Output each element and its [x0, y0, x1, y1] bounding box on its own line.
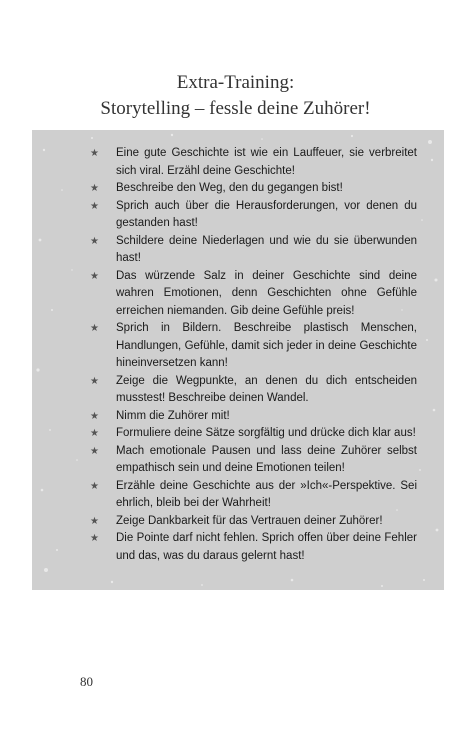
list-item-text: Sprich auch über die Herausforderungen, vor denen du gestanden hast! [116, 199, 417, 229]
star-icon: ★ [90, 183, 99, 194]
star-icon: ★ [90, 200, 99, 212]
list-item [82, 530, 417, 565]
list-item [82, 198, 417, 233]
star-icon: ★ [90, 515, 99, 527]
list-item-text: Mach emotionale Pausen und lass deine Zuhörer selbst empathisch sein und deine Emotionen teilen! [116, 444, 417, 474]
star-icon: ★ [90, 428, 99, 439]
list-item [82, 145, 417, 180]
star-icon: ★ [90, 410, 99, 422]
list-item-text: Zeige die Wegpunkte, an denen du dich entscheiden musstest! Beschreibe deinen Wandel. [116, 374, 417, 404]
tips-list [82, 145, 417, 565]
list-item-text: Sprich in Bildern. Beschreibe plastisch Menschen, Handlungen, Gefühle, damit sich jeder in deine Geschichte hineinversetzen kann! [116, 322, 417, 369]
star-icon: ★ [90, 445, 99, 457]
list-item [82, 513, 417, 531]
list-item-text: Erzähle deine Geschichte aus der »Ich«-Perspektive. Sei ehrlich, bleib bei der Wahrheit! [116, 479, 417, 509]
list-item [82, 373, 417, 408]
star-icon: ★ [90, 375, 99, 387]
star-icon: ★ [90, 533, 99, 544]
list-item [82, 180, 417, 198]
list-item [82, 478, 417, 513]
star-icon: ★ [90, 235, 99, 247]
list-item-text: Eine gute Geschichte ist wie ein Lauffeuer, sie verbreitet sich viral. Erzähl deine Geschichte! [116, 147, 417, 177]
list-item [82, 320, 417, 373]
list-item-text: Formuliere deine Sätze sorgfältig und drücke dich klar aus! [116, 427, 416, 439]
list-item-text: Zeige Dankbarkeit für das Vertrauen deiner Zuhörer! [116, 514, 383, 527]
page-title [0, 70, 471, 122]
list-item-text: Beschreibe den Weg, den du gegangen bist! [116, 182, 343, 194]
list-item-text: Das würzende Salz in deiner Geschichte sind deine wahren Emotionen, denn Geschichten ohne Gefühle erreichen niemanden. Gib deine Gefühle preis! [116, 269, 417, 317]
list-item [82, 233, 417, 268]
list-item-text: Die Pointe darf nicht fehlen. Sprich offen über deine Fehler und das, was du daraus gelernt hast! [116, 532, 417, 562]
star-icon: ★ [90, 148, 99, 159]
page-number: 80 [80, 674, 93, 689]
list-item [82, 443, 417, 478]
list-item [82, 268, 417, 321]
star-icon: ★ [90, 270, 99, 282]
title-line-1: Extra-Training: [176, 72, 295, 93]
star-icon: ★ [90, 323, 99, 334]
title-line-2: Storytelling – fessle deine Zuhörer! [100, 98, 371, 119]
star-icon: ★ [90, 480, 99, 492]
list-item [82, 425, 417, 443]
list-item-text: Schildere deine Niederlagen und wie du sie überwunden hast! [116, 234, 417, 264]
list-item [82, 408, 417, 426]
list-item-text: Nimm die Zuhörer mit! [116, 409, 230, 422]
